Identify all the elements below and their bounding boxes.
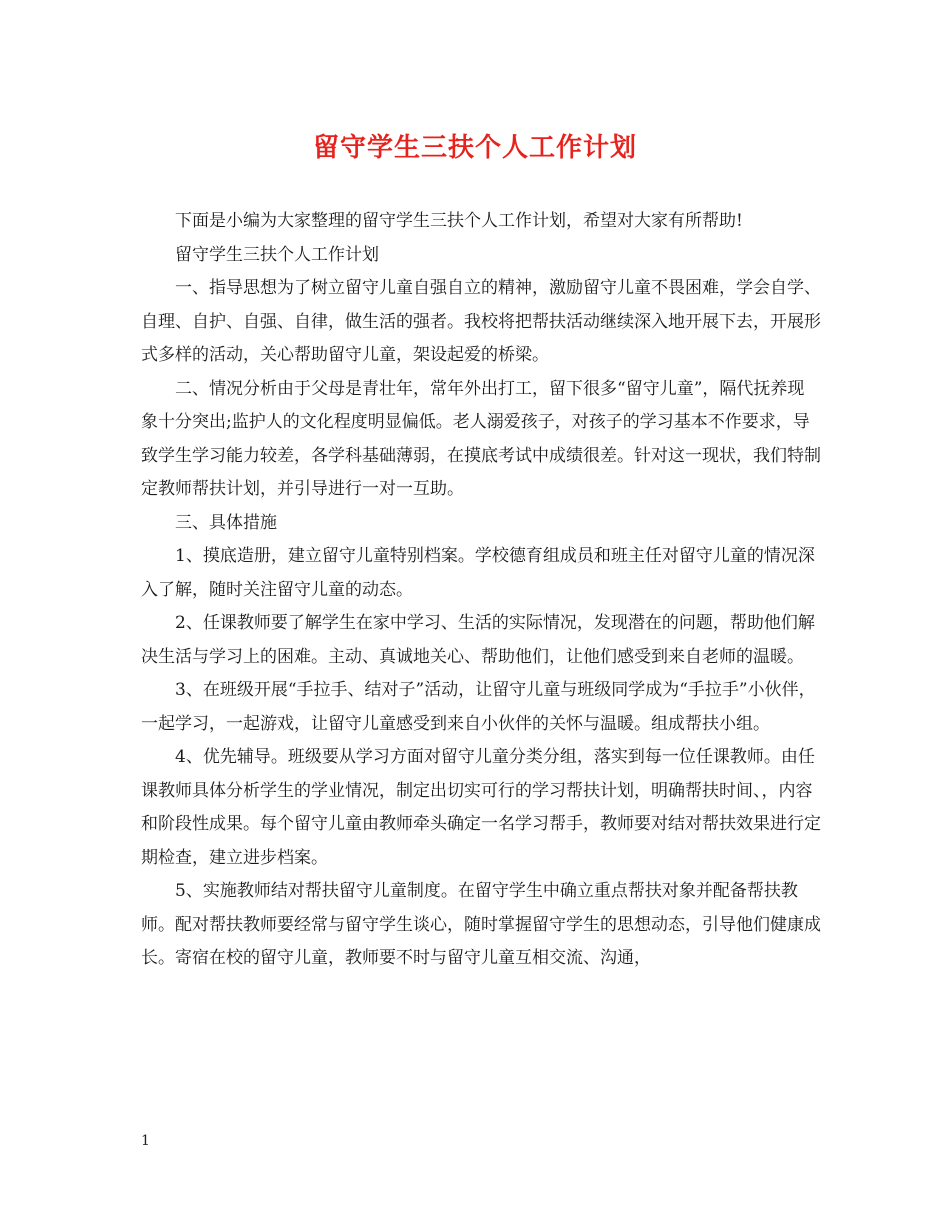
document-body — [141, 205, 821, 976]
measure-1-paragraph: 1、摸底造册，建立留守儿童特别档案。学校德育组成员和班主任对留守儿童的情况深入了解，随时关注留守儿童的动态。 — [141, 546, 815, 600]
measure-2-paragraph: 2、任课教师要了解学生在家中学习、生活的实际情况，发现潜在的问题，帮助他们解决生活与学习上的困难。主动、真诚地关心、帮助他们，让他们感受到来自老师的温暖。 — [141, 613, 815, 667]
measure-3-paragraph: 3、在班级开展“手拉手、结对子”活动，让留守儿童与班级同学成为“手拉手”小伙伴，一起学习，一起游戏，让留守儿童感受到来自小伙伴的关怀与温暖。组成帮扶小组。 — [141, 680, 816, 734]
subtitle-paragraph: 留守学生三扶个人工作计划 — [175, 244, 379, 265]
measure-5-paragraph: 5、实施教师结对帮扶留守儿童制度。在留守学生中确立重点帮扶对象并配备帮扶教师。配对帮扶教师要经常与留守学生谈心，随时掌握留守学生的思想动态，引导他们健康成长。寄宿在校的留守儿童，教师要不时与留守儿童互相交流、沟通， — [141, 881, 821, 968]
situation-analysis-paragraph: 二、情况分析由于父母是青壮年，常年外出打工，留下很多“留守儿童”，隔代抚养现象十分突出;监护人的文化程度明显偏低。老人溺爱孩子，对孩子的学习基本不作要求，导致学生学习能力较差，各学科基础薄弱，在摸底考试中成绩很差。针对这一现状，我们特制定教师帮扶计划，并引导进行一对一互助。 — [141, 378, 821, 499]
intro-paragraph: 下面是小编为大家整理的留守学生三扶个人工作计划，希望对大家有所帮助! — [175, 211, 743, 231]
measures-heading: 三、具体措施 — [175, 512, 277, 533]
guiding-thought-paragraph: 一、指导思想为了树立留守儿童自强自立的精神，激励留守儿童不畏困难，学会自学、自理、自护、自强、自律，做生活的强者。我校将把帮扶活动继续深入地开展下去，开展形式多样的活动，关心帮助留守儿童，架设起爱的桥梁。 — [141, 278, 821, 365]
page-number: 1 — [141, 1133, 150, 1149]
measure-4-paragraph: 4、优先辅导。班级要从学习方面对留守儿童分类分组，落实到每一位任课教师。由任课教师具体分析学生的学业情况，制定出切实可行的学习帮扶计划，明确帮扶时间、，内容和阶段性成果。每个留守儿童由教师牵头确定一名学习帮手，教师要对结对帮扶效果进行定期检查，建立进步档案。 — [141, 747, 821, 868]
document-title: 留守学生三扶个人工作计划 — [312, 133, 637, 163]
